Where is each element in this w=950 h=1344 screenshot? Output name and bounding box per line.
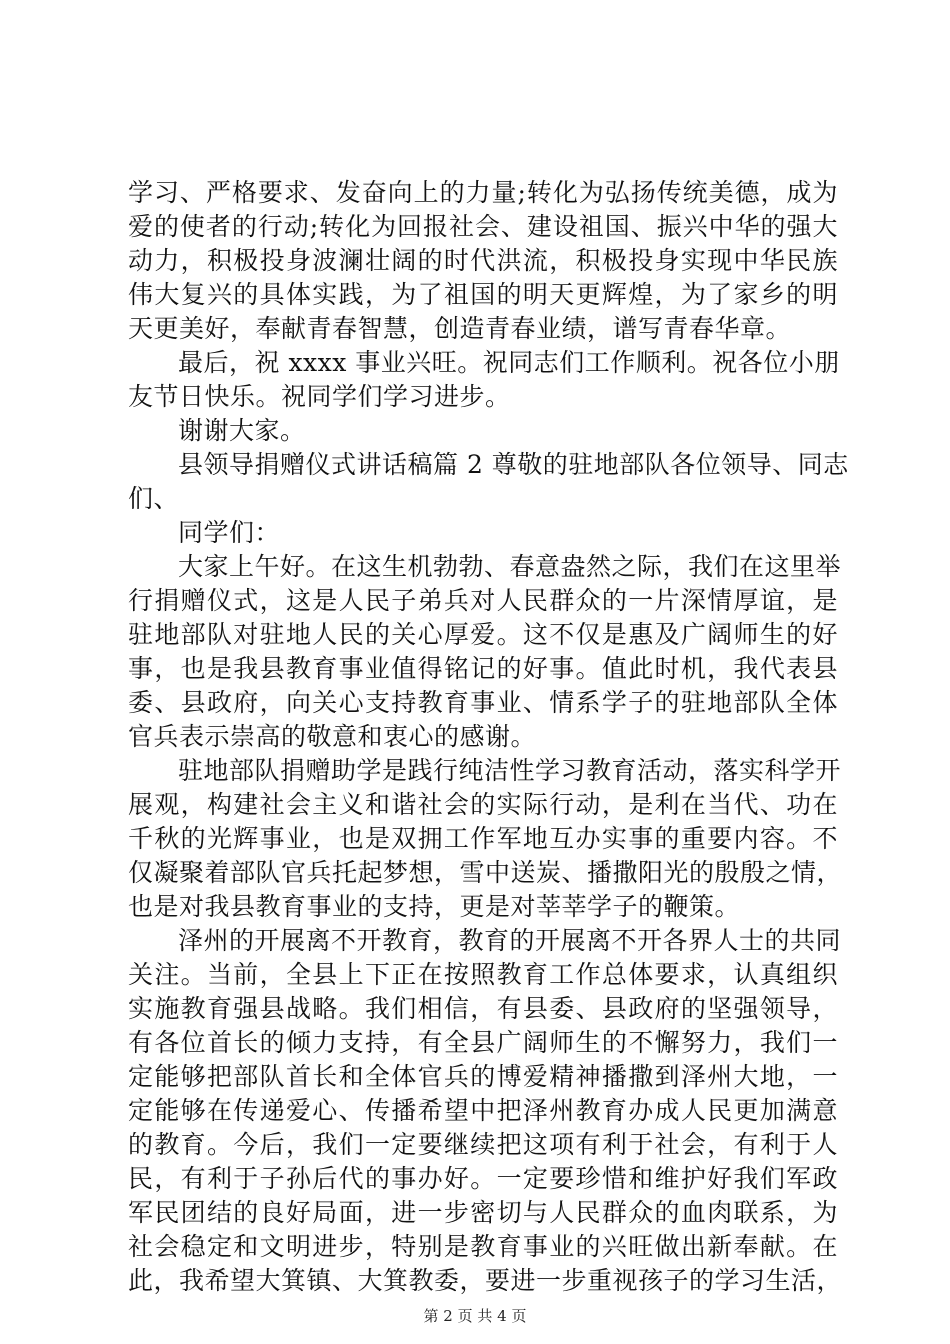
text-line: 行捐赠仪式，这是人民子弟兵对人民群众的一片深情厚谊，是 [128, 586, 838, 615]
text-line: 关注。当前，全县上下正在按照教育工作总体要求，认真组织 [128, 960, 838, 989]
salutation-line: 同学们： [178, 518, 281, 547]
text-line: 泽州的开展离不开教育，教育的开展离不开各界人士的共同 [178, 926, 842, 955]
text-line: 伟大复兴的具体实践，为了祖国的明天更辉煌，为了家乡的明 [128, 280, 838, 309]
section-heading-line: 县领导捐赠仪式讲话稿篇 2 尊敬的驻地部队各位领导、同志 [178, 450, 849, 479]
text-line: 千秋的光辉事业，也是双拥工作军地互办实事的重要内容。不 [128, 824, 838, 853]
text-line: 动力，积极投身波澜壮阔的时代洪流，积极投身实现中华民族 [128, 246, 838, 275]
text-line: 实施教育强县战略。我们相信，有县委、县政府的坚强领导， [128, 994, 838, 1023]
text-line: 谢谢大家。 [178, 416, 306, 445]
text-line: 委、县政府，向关心支持教育事业、情系学子的驻地部队全体 [128, 688, 838, 717]
text-line: 爱的使者的行动;转化为回报社会、建设祖国、振兴中华的强大 [128, 212, 838, 241]
text-line: 民，有利于子孙后代的事办好。一定要珍惜和维护好我们军政 [128, 1164, 838, 1193]
text-line: 社会稳定和文明进步，特别是教育事业的兴旺做出新奉献。在 [128, 1232, 838, 1261]
text-line: 军民团结的良好局面，进一步密切与人民群众的血肉联系，为 [128, 1198, 838, 1227]
text-line: 也是对我县教育事业的支持，更是对莘莘学子的鞭策。 [128, 892, 741, 921]
text-line: 官兵表示崇高的敬意和衷心的感谢。 [128, 722, 537, 751]
text-line: 有各位首长的倾力支持，有全县广阔师生的不懈努力，我们一 [128, 1028, 838, 1057]
text-line: 事，也是我县教育事业值得铭记的好事。值此时机，我代表县 [128, 654, 838, 683]
text-line: 大家上午好。在这生机勃勃、春意盎然之际，我们在这里举 [178, 552, 842, 581]
text-line: 驻地部队捐赠助学是践行纯洁性学习教育活动，落实科学开 [178, 756, 842, 785]
text-line: 此，我希望大箕镇、大箕教委，要进一步重视孩子的学习生活， [128, 1266, 843, 1295]
text-line: 学习、严格要求、发奋向上的力量;转化为弘扬传统美德，成为 [128, 178, 838, 207]
text-line: 展观，构建社会主义和谐社会的实际行动，是利在当代、功在 [128, 790, 838, 819]
text-line: 最后，祝 xxxx 事业兴旺。祝同志们工作顺利。祝各位小朋 [178, 348, 840, 377]
page-number-footer: 第 2 页 共 4 页 [423, 1307, 527, 1325]
text-line: 友节日快乐。祝同学们学习进步。 [128, 382, 511, 411]
text-line: 定能够把部队首长和全体官兵的博爱精神播撒到泽州大地，一 [128, 1062, 838, 1091]
text-line: 们、 [128, 484, 180, 513]
text-line: 仅凝聚着部队官兵托起梦想，雪中送炭、播撒阳光的殷殷之情， [128, 858, 843, 887]
text-line: 天更美好，奉献青春智慧，创造青春业绩，谱写青春华章。 [128, 314, 792, 343]
text-line: 的教育。今后，我们一定要继续把这项有利于社会，有利于人 [128, 1130, 838, 1159]
text-line: 定能够在传递爱心、传播希望中把泽州教育办成人民更加满意 [128, 1096, 838, 1125]
text-line: 驻地部队对驻地人民的关心厚爱。这不仅是惠及广阔师生的好 [128, 620, 838, 649]
